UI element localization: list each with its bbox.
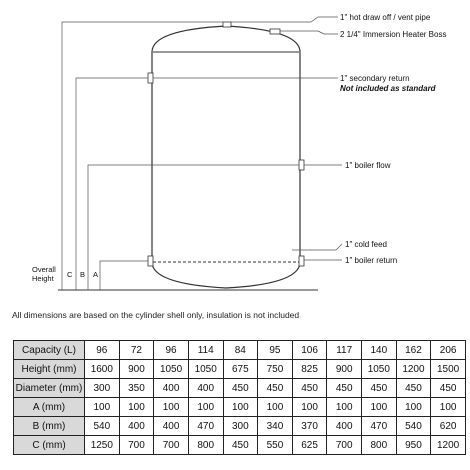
cold-feed-label: 1" cold feed — [345, 240, 387, 249]
row-header: Capacity (L) — [14, 341, 85, 360]
table-cell: 96 — [85, 341, 120, 360]
table-cell: 162 — [396, 341, 431, 360]
row-header: B (mm) — [14, 417, 85, 436]
table-cell: 96 — [154, 341, 189, 360]
table-cell: 900 — [327, 360, 362, 379]
table-cell: 340 — [258, 417, 293, 436]
table-cell: 700 — [119, 436, 154, 455]
table-cell: 100 — [154, 398, 189, 417]
table-cell: 100 — [119, 398, 154, 417]
boiler-flow-label: 1" boiler flow — [345, 161, 391, 170]
table-row — [14, 379, 466, 398]
dimensions-note: All dimensions are based on the cylinder shell only, insulation is not included — [12, 310, 300, 320]
secondary-return-label: 1" secondary return — [340, 74, 410, 83]
table-cell: 400 — [327, 417, 362, 436]
table-cell: 400 — [154, 417, 189, 436]
table-row — [14, 360, 466, 379]
dim-a-label: A — [93, 270, 99, 279]
table-cell: 700 — [154, 436, 189, 455]
table-cell: 206 — [431, 341, 466, 360]
table-cell: 100 — [292, 398, 327, 417]
table-cell: 800 — [188, 436, 223, 455]
dim-b-label: B — [80, 270, 86, 279]
row-header: Height (mm) — [14, 360, 85, 379]
table-cell: 470 — [362, 417, 397, 436]
table-cell: 540 — [396, 417, 431, 436]
table-cell: 1600 — [85, 360, 120, 379]
boiler-return-label: 1" boiler return — [345, 256, 398, 265]
hot-draw-label: 1" hot draw off / vent pipe — [340, 13, 431, 22]
table-cell: 540 — [85, 417, 120, 436]
table-cell: 300 — [85, 379, 120, 398]
table-row — [14, 436, 466, 455]
immersion-boss-fitting — [270, 29, 280, 34]
table-cell: 100 — [327, 398, 362, 417]
table-cell: 450 — [223, 436, 258, 455]
table-cell: 700 — [327, 436, 362, 455]
table-cell: 1200 — [431, 436, 466, 455]
cylinder-shell — [152, 26, 300, 288]
table-cell: 800 — [362, 436, 397, 455]
table-cell: 825 — [292, 360, 327, 379]
table-cell: 1250 — [85, 436, 120, 455]
table-cell: 95 — [258, 341, 293, 360]
table-cell: 100 — [396, 398, 431, 417]
table-cell: 620 — [431, 417, 466, 436]
table-cell: 450 — [362, 379, 397, 398]
spec-table — [13, 340, 466, 455]
table-cell: 450 — [292, 379, 327, 398]
boiler-return-fitting — [299, 256, 304, 266]
hot-draw-leader — [231, 17, 338, 22]
table-cell: 550 — [258, 436, 293, 455]
table-cell: 400 — [154, 379, 189, 398]
table-cell: 140 — [362, 341, 397, 360]
table-cell: 950 — [396, 436, 431, 455]
table-row — [14, 398, 466, 417]
table-row — [14, 417, 466, 436]
dim-c-label: C — [67, 270, 73, 279]
row-header: A (mm) — [14, 398, 85, 417]
table-cell: 450 — [258, 379, 293, 398]
table-cell: 400 — [188, 379, 223, 398]
table-cell: 625 — [292, 436, 327, 455]
table-cell: 114 — [188, 341, 223, 360]
table-cell: 450 — [396, 379, 431, 398]
row-header: Diameter (mm) — [14, 379, 85, 398]
not-included-label: Not included as standard — [340, 84, 436, 93]
table-cell: 450 — [327, 379, 362, 398]
table-cell: 675 — [223, 360, 258, 379]
table-cell: 300 — [223, 417, 258, 436]
table-cell: 370 — [292, 417, 327, 436]
table-cell: 450 — [223, 379, 258, 398]
row-header: C (mm) — [14, 436, 85, 455]
table-cell: 1050 — [188, 360, 223, 379]
table-cell: 1050 — [154, 360, 189, 379]
table-cell: 470 — [188, 417, 223, 436]
table-row — [14, 341, 466, 360]
table-cell: 1200 — [396, 360, 431, 379]
table-cell: 350 — [119, 379, 154, 398]
table-cell: 100 — [431, 398, 466, 417]
secondary-return-fitting — [148, 73, 153, 83]
table-cell: 900 — [119, 360, 154, 379]
table-cell: 84 — [223, 341, 258, 360]
table-cell: 100 — [362, 398, 397, 417]
table-cell: 106 — [292, 341, 327, 360]
dim-a-line — [100, 261, 148, 290]
table-cell: 450 — [431, 379, 466, 398]
table-cell: 117 — [327, 341, 362, 360]
table-cell: 100 — [188, 398, 223, 417]
boiler-flow-fitting — [299, 160, 304, 170]
hot-draw-fitting — [223, 22, 231, 27]
cold-feed-fitting — [148, 256, 153, 266]
table-cell: 750 — [258, 360, 293, 379]
table-cell: 400 — [119, 417, 154, 436]
immersion-label: 2 1/4" Immersion Heater Boss — [340, 30, 447, 39]
table-cell: 100 — [85, 398, 120, 417]
table-cell: 1500 — [431, 360, 466, 379]
table-cell: 100 — [258, 398, 293, 417]
overall-height-label-2: Height — [32, 274, 54, 283]
dim-c-line — [76, 78, 148, 290]
table-cell: 100 — [223, 398, 258, 417]
immersion-leader — [280, 31, 338, 34]
overall-height-label: Overall — [32, 265, 56, 274]
table-cell: 72 — [119, 341, 154, 360]
table-cell: 1050 — [362, 360, 397, 379]
